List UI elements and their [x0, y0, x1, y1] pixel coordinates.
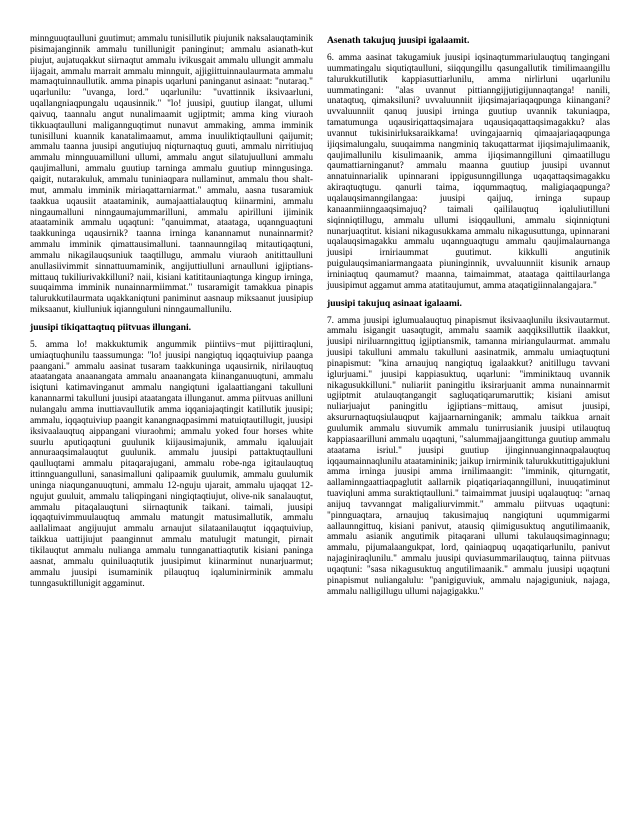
section-heading: juusipi takujuq asinaat igalaami.	[327, 297, 462, 309]
section-heading: Asenath takujuq juusipi igalaamit.	[327, 35, 470, 46]
paragraph: 7. amma juusipi iglumualauqtuq pinapismut iksivaaqlunilu iksivautarmut. ammalu isigangit uasaqtugit, ammalu saamik aaqqiksilluttik ilaakkut, juusipi niriluarnngittuq igjiptiansmik, tamanna miriangulaurmat. ammalu juusipi takulluni ammalu takulluni aasinatmik, ammalu umiaqtuqtuni pinapismut: "kina arnaujuq nangiqtuq igalaakkut? anitillugu tavvani iglurjuami." juusipi kappiasuktuq, uqarluni: "imminiktauq uvannik nikagusukkilluni." nuliariit paningitlu iksirarjuanit amma nunainnarmit ugjiptmit atulauqtangangit sagluqatiqarumaruttik; kisiani amisut nuliarjuajut paningitlu igjiptians−mittauq, amisut juusipi, aksururnaqtuqsiulauqput kajjaarnarninganik; ammalu taikkua arnait guulumik ammalu siuvumik ammalu tunirrusianik juusipi utilauqtuq kappiasaarilluni ammalu uqaqtuni, "salummajjaangittunga guutiup ammalu ataatama isriul." juusipi guutiup ijinginnuanginnaqpalauqtuq iqqaumainnaqlunilu ataatamininik; jaikup irnirminik talurukkutittigajukluni amma irninga juusipi amma irnilimaangit: "imminik, qiturngatit, aallaminngaattiaqpaglutit aallarnik piqatiqariaqanngilluni, inuuqatiminut tuaviqluni amma suraktiqtaulluni." taimaimmat juusipi uqalauqtuq: "arnaq anijuq tavvanngat maligaliurvimmit." ammalu piitvuas uqaqtuni: "pinnguaqtara, arnaujuq takusimajuq nangiqtuni uqummigarmi aallaunngittuq, kisiani panivut, atausiq qiimigusuktuq angutilimaanik, ammalu asianik angutimik pitaqarani ullumi takulauqsimaginnagu; ammalu, pijumalaangukpat, lord, qainiaqpuq uqaqatiqarlunilu, panivut najaginiraqlunilu." ammalu juusipi quviasummarilauqtuq, tainna piitvuas uqaqtuni: "sasa nikagusuktuq angutilimaanik." ammalu juusipi uqaqtuni pinapismut nuliangalulu: "panigiguviuk, ammalu najagiguniuk, najaga, ammalu nalligillugu ullumi najagigakku."	[327, 315, 610, 597]
document-page	[30, 34, 610, 806]
left-column	[30, 34, 313, 806]
paragraph: 6. amma aasinat takugamiuk juusipi iqsinaqtummariulauqtuq tangingani uummatingalu siqutiqtaulluni, siiqqungillu qasungallutik timilimaangillu talurukkutillutik kappiasuttiarlunilu, amma nirlirluni uqarlunilu uummatingani: "alas uvannut pittianngijjutigijunnaqtanga! nanili, unataqtuq, qimaksiluni? uvvaluunniit ijiqsimajariaqaqpunga kiinangani? uvvaluunniit qanuq juusipi irninga guutiup uvannik takuniaqpa, tamatumunga uqausiriqattaqsimajara uqausiqaqattaqsimagakku? alas uvannut tukisinirluksaraikkama! uvingajaarniq qimaajariaqaqpunga ijiqsimalungalu, suuqaimma nangminiq takuqattarmat ijiqsimajulimaanik, qaujimallunilu kisulimaanik, amma ijiqsimanngilluni qimaatillugu qaumattiarninganut? ammalu maanna guutiup juusipi uvannut annatuinnarialik upinnarani ippigusunngillunga uqaqattaqsimagakku akiraqtuqtugu. qanurli taima, iqqummaqtuq, maligiaqaqpunga? uqalauqsimanngilangaa: juusipi qaijuq, irninga supaup kanaanmiinngaaqsimajuq? taimali qaililauqtuq iqaluliutilluni siqinniqtillugu, ammalu ullumi isiqqaulluni, ammalu siqinniqtuni nunarjuaqtitut. kisiani nikagusukkama ammalu nikagusuttunga, upinnarani uqalauqsimagakku ammalu uqannguaqtugu ammalu qaujimalaurnanga juusipi irniriaummat guutimut. kikkulli angutinik puigulauqsimaniarmangaata piuninginnik, uvvaluunniit kisunik arnaup irniniaqtuq qaumamut? maanna, taimaimmat, ataataga qaittilaurlanga juusipimut aggamut amma atatitaujumut, amma ataqatigiinnalangajara."	[327, 53, 610, 291]
paragraph: minnguuqtaulluni guutimut; ammalu tunisillutik piujunik naksalauqtaminik pisimajanginnik ammalu tunillunigit paninginut; ammalu asianath-kut piujut, aujatuqakkut siirnaqtut ammalu ivikusgait ammalu ullungit ammalu iijagait, ammalu marrait ammalu minnguit, ajjigiittuinnaulaurmata ammalu mamaqtuinnaullutik. amma pinapis uqarluni paninganut asinaat: "nutaraq." uqarlunilu: "uvanga, lord." uqarlunilu: "uvattinnik iksivaarluni, uqallangniaqpungalu uqausinnik." "lo! juusipi, guutiup ilangat, ullumi qaivuq, taannalu angut nunalimaamit ugjiptmit; amma king viuraoh tikkuaqtaulluni maligannguqtimut nunavut ammaking, amma imminik tunisilluni kuannik kanatalimaamut, amma inuuliktiqtaulluni qaijumit; ammalu taanna juusipi angutiujuq niqturnaqtuq guuti, ammalu nirritiujuq ammalu minnguuamilluni ullumi, ammalu angut silatujuulluni ammalu qaujimalluni, ammalu guutiup tarninga ammalu guutiup minngusinga. qaigit, nutarakuluk, ammalu tuniniaqpara nullaminut, ammalu thou shalt-mut, ammalu imminik miriaqattarniarmat." ammalu, aasna tusaramiuk taakkua uqausiit ataataminik, aumajaattialauqtuq kiinarmini, ammalu ningaumalluni ninngaumajummarilluni, ammalu apirilluni ijiminik ataataminik ammalu uqaqtuni: "qanuimmat, ataataga, uqannguaqtuni taakkuninga uqausirnik? taanna irninga kanannamut nunainnarmit? ammalu imminik qimattausimalluni. taannaunngilaq mitautiqaqtuni, ammalu nikagilauqsuniuk taaqtillugu, ammalu viuraoh anitittaulluni anullasiivimmit sinnattuumaminik, angijuttiulluni arnaulluni igjiptians-mittauq tukiliurivakkilluni? naii, kisiani katititauniaqtunga kingup irninga, suuqaimma imminik nunainnarmiimmat." tusaramigit tamakkua pinapis talurukkutilaurmata uqakkaniqtuni paniminut aasnaup miksaanut juusipiup miksaanut, kiulluniuk iqiannguluni ninngaumallunilu.	[30, 34, 313, 316]
section-heading: juusipi tikiqattaqtuq piitvuas illungani.	[30, 321, 192, 333]
paragraph: 5. amma lo! makkuktumik angummik piintiivs−mut pijittiraqluni, umiaqtuqhunilu taassumunga: "lo! juusipi nangiqtuq iqqaqtuiviup paanga paangani." ammalu aasinat tusaram taakkuninga uqausirnik, nirilauqtuq ataatangata anaanangata ammalu anaanangata kiinanganuuqtuni, ammalu isiqtuni katimavinganut ammalu nangiqtuni igalaattiangani takulluni kanannarmi takulluni juusipi ataatangata illunganut. amma piitvuas anilluni nulangalu amma inuttiavaullutik amma iqqaniajaqtingit katillutik juusipi; ammalu, iqqaqtuiviup paangit kanangnaqpasimmi matuiqtautillugit, juusipi iksivaalauqtuq aippangani viuraohmi; ammalu yoked four horses white suurlu aputiqaqtuni guulunik kiijausimajunik, ammalu iqaluujait annuraaqsimalauqtut guulunik. ammalu juusipi pattaktuqtaulluni qaulluqtami ammalu pitaqarajugani, ammalu robe-nga igitaulauqtuq ittinnguangulluni, sanasimalluni qalipaamik guulumik, ammalu guulumik uninga niaqunganuuqtuni, ammalu 12-nguju ujarait, ammalu ujaqqat 12-ngujut guuluit, ammalu taliqpingani ningiqtaqtiujut, olive-nik sanalauqtut, ammalu pitaqalauqtuni siirnaqtunik taikani. taimali, juusipi iqqaqtuivimmuulauqtuq ammalu matungit matusimallutik, ammalu aallalimaat angijuujut ammalu arnaujut silataanilauqtut iqqaqtuiviup, taikkua uattijiujut paanginnut ammalu matulugit matungit, pirnait tikilauqtut ammalu nulianga ammalu tunnganattiaqtutik kisiani paninga aasnat, ammalu quiniluaqtutik juusipimut kiinarminut nunarjuarmut; ammalu juusipi isumaminik pilauqtuq iqaluminirminik ammalu tunngasuktillunigit aggaminut.	[30, 339, 313, 589]
right-column	[327, 34, 610, 806]
